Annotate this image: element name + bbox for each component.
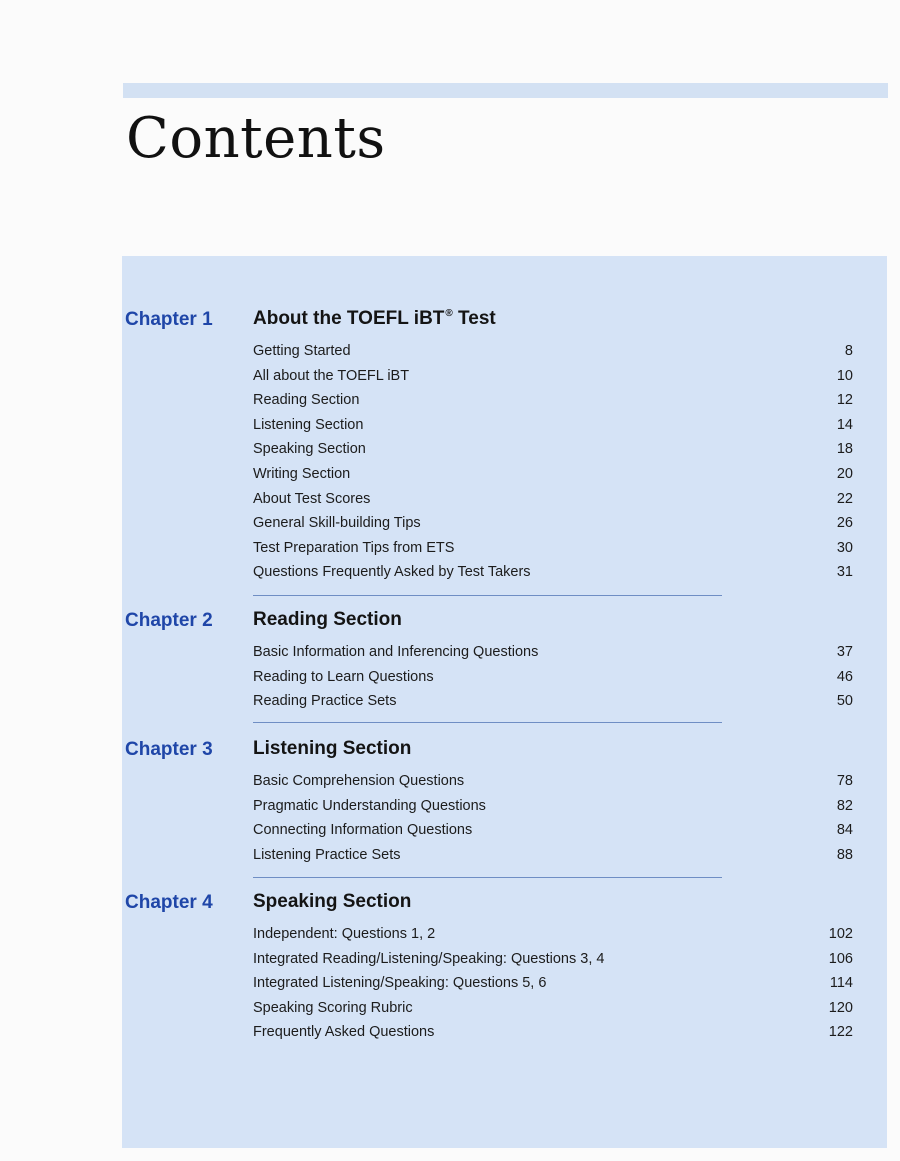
toc-entry-title: Listening Practice Sets (253, 846, 401, 863)
toc-entry (253, 339, 853, 364)
toc-entry-title: About Test Scores (253, 490, 371, 507)
toc-entry-page: 102 (828, 926, 853, 942)
chapter-title (253, 308, 496, 330)
chapter-label: Chapter 3 (125, 739, 213, 760)
toc-entry (253, 487, 853, 512)
toc-entry-list (253, 339, 853, 585)
chapter-title: Speaking Section (253, 891, 412, 912)
chapter-label: Chapter 1 (125, 309, 213, 330)
toc-entry-page: 78 (836, 773, 853, 789)
toc-entry-page: 46 (836, 668, 853, 685)
toc-entry (253, 437, 853, 462)
toc-entry-title: Questions Frequently Asked by Test Takers (253, 564, 531, 581)
toc-entry (253, 560, 853, 585)
toc-entry-title: Reading to Learn Questions (253, 668, 434, 685)
toc-entry (253, 665, 853, 690)
toc-entry-page: 30 (836, 539, 853, 556)
toc-entry-page: 88 (836, 846, 853, 863)
toc-entry-title: Basic Information and Inferencing Questions (253, 644, 539, 660)
registered-mark: ® (445, 308, 453, 319)
chapter-divider (253, 877, 722, 878)
toc-entry-title: Test Preparation Tips from ETS (253, 539, 455, 556)
toc-entry-page: 120 (828, 999, 853, 1016)
header-strip (123, 83, 888, 98)
toc-entry-page: 50 (836, 693, 853, 710)
toc-entry-page: 12 (836, 392, 853, 409)
toc-entry (253, 843, 853, 868)
toc-entry-list (253, 922, 853, 1045)
toc-entry-title: Speaking Scoring Rubric (253, 999, 413, 1016)
toc-entry-title: General Skill-building Tips (253, 515, 421, 532)
toc-entry (253, 818, 853, 843)
toc-entry (253, 388, 853, 413)
chapter-divider (253, 595, 722, 596)
toc-entry-page: 26 (836, 515, 853, 532)
toc-entry-page: 84 (836, 822, 853, 839)
toc-entry-title: Pragmatic Understanding Questions (253, 797, 486, 814)
toc-entry-title: Reading Practice Sets (253, 693, 397, 710)
chapter-title: Reading Section (253, 609, 402, 630)
toc-entry-page: 20 (836, 465, 853, 482)
chapter-divider (253, 722, 722, 723)
toc-entry-title: Connecting Information Questions (253, 822, 473, 839)
toc-entry-list (253, 640, 853, 714)
chapter-title-text: About the TOEFL iBT (253, 308, 445, 329)
toc-entry-title: Speaking Section (253, 441, 366, 458)
chapter-label: Chapter 2 (125, 610, 213, 631)
toc-entry-title: Listening Section (253, 416, 364, 433)
toc-entry-page: 22 (836, 490, 853, 507)
toc-entry-page: 10 (836, 367, 853, 384)
chapter-title-suffix: Test (452, 308, 496, 329)
page-title: Contents (126, 106, 386, 171)
toc-entry (253, 511, 853, 536)
toc-entry (253, 794, 853, 819)
toc-entry (253, 971, 853, 996)
chapter-title: Listening Section (253, 738, 412, 759)
toc-entry-page: 37 (836, 644, 853, 660)
toc-entry-page: 14 (836, 416, 853, 433)
toc-entry-title: Getting Started (253, 343, 351, 359)
toc-entry-list (253, 769, 853, 867)
toc-entry-title: Writing Section (253, 465, 351, 482)
toc-entry-title: Reading Section (253, 392, 360, 409)
toc-entry (253, 996, 853, 1021)
toc-entry-page: 106 (828, 950, 853, 967)
toc-entry-title: All about the TOEFL iBT (253, 367, 410, 384)
toc-entry (253, 689, 853, 714)
toc-entry-page: 114 (829, 975, 853, 992)
toc-entry-title: Integrated Reading/Listening/Speaking: Questions 3, 4 (253, 950, 605, 967)
toc-entry-page: 122 (828, 1024, 853, 1041)
toc-entry-title: Basic Comprehension Questions (253, 773, 465, 789)
chapter-label: Chapter 4 (125, 892, 213, 913)
toc-entry-page: 18 (836, 441, 853, 458)
table-of-contents-panel (122, 256, 887, 1148)
toc-entry-title: Integrated Listening/Speaking: Questions 5, 6 (253, 975, 547, 992)
toc-entry (253, 922, 853, 947)
toc-entry-title: Independent: Questions 1, 2 (253, 926, 436, 942)
toc-entry-page: 31 (836, 564, 853, 581)
toc-entry (253, 364, 853, 389)
toc-entry (253, 413, 853, 438)
toc-entry (253, 640, 853, 665)
toc-entry-title: Frequently Asked Questions (253, 1024, 435, 1041)
toc-entry (253, 947, 853, 972)
toc-entry-page: 8 (844, 343, 853, 359)
toc-entry (253, 1020, 853, 1045)
toc-entry (253, 462, 853, 487)
toc-entry (253, 536, 853, 561)
toc-entry-page: 82 (836, 797, 853, 814)
toc-entry (253, 769, 853, 794)
